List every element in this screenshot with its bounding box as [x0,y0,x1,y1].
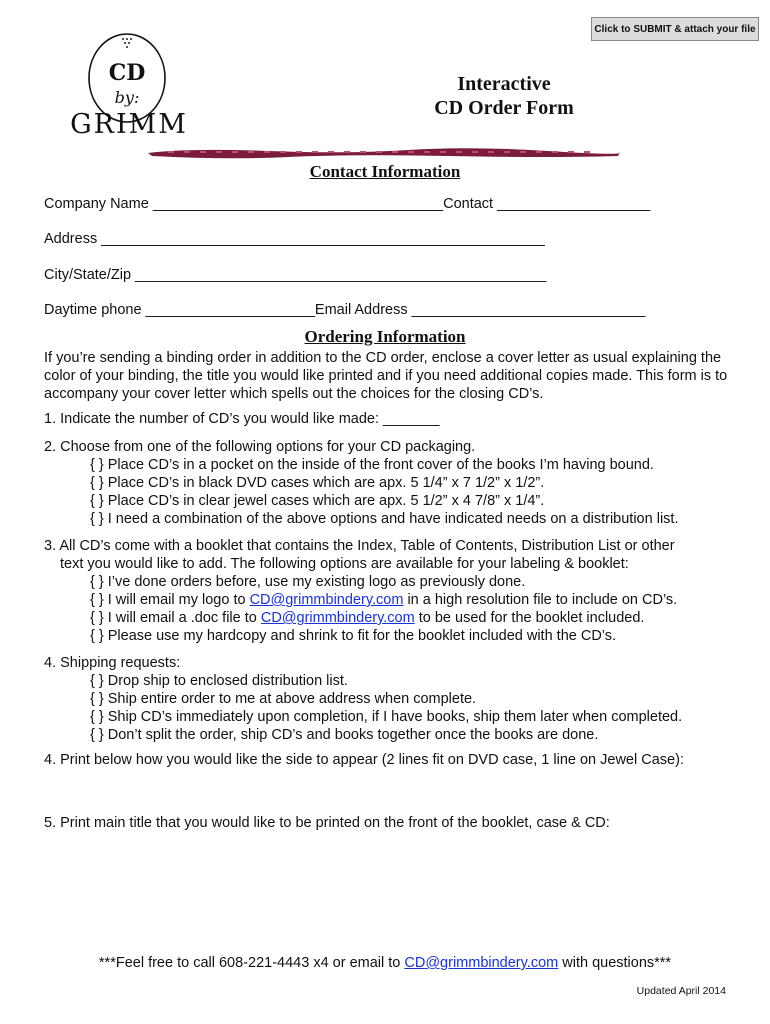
address-field[interactable]: Address _______________________________________________________ [44,231,545,247]
packaging-option[interactable]: { } Place CD’s in black DVD cases which are apx. 5 1/4” x 7 1/2” x 1/2”. [90,475,545,491]
shipping-option[interactable]: { } Ship CD’s immediately upon completion, if I have books, ship them later when completed. [90,709,683,725]
question-main-title[interactable]: 5. Print main title that you would like to be printed on the front of the booklet, case & CD: [44,815,610,831]
ordering-heading: Ordering Information [304,327,466,346]
question-3-line2: text you would like to add. The following options are available for your labeling & booklet: [60,556,629,572]
email-link[interactable]: CD@grimmbindery.com [249,592,404,608]
shipping-option[interactable]: { } Ship entire order to me at above address when complete. [90,691,477,707]
form-title-line2: CD Order Form [434,97,574,119]
email-link[interactable]: CD@grimmbindery.com [260,610,415,626]
question-3-line1: 3. All CD’s come with a booklet that contains the Index, Table of Contents, Distribution List or other [44,538,675,554]
footer-email-link[interactable]: CD@grimmbindery.com [404,955,559,971]
footer-text: ***Feel free to call 608-221-4443 x4 or email to [98,955,405,971]
booklet-option[interactable]: { } I’ve done orders before, use my existing logo as previously done. [90,574,526,590]
submit-attach-button[interactable]: Click to SUBMIT & attach your file [591,17,759,41]
company-contact-field[interactable]: Company Name ____________________________________Contact ___________________ [44,196,651,212]
ordering-intro: If you’re sending a binding order in addition to the CD order, enclose a cover letter as usual explaining the color of your binding, the title you would like printed and if you need additional copies made. This form is to accompany your cover letter which spells out the choices for the closing CD’s. [44,350,728,402]
footer-text: with questions*** [558,955,672,971]
decorative-brush-divider [148,146,620,160]
shipping-option[interactable]: { } Don’t split the order, ship CD’s and books together once the books are done. [90,727,599,743]
svg-text:by:: by: [114,88,140,107]
contact-heading: Contact Information [309,162,461,181]
booklet-option[interactable] [90,609,644,627]
booklet-option-text: to be used for the booklet included. [414,610,645,626]
svg-text:CD: CD [108,60,146,86]
question-1[interactable]: 1. Indicate the number of CD’s you would like made: _______ [44,411,440,427]
booklet-option[interactable] [90,591,677,609]
question-2: 2. Choose from one of the following options for your CD packaging. [44,439,476,455]
footer-contact [0,954,770,972]
question-side-print[interactable]: 4. Print below how you would like the side to appear (2 lines fit on DVD case, 1 line on Jewel Case): [44,752,684,768]
svg-text:GRIMM: GRIMM [70,109,188,140]
grimm-logo [46,28,212,146]
phone-email-field[interactable]: Daytime phone _____________________Email Address _____________________________ [44,302,646,318]
question-4: 4. Shipping requests: [44,655,181,671]
shipping-option[interactable]: { } Drop ship to enclosed distribution list. [90,673,348,689]
updated-date: Updated April 2014 [636,985,726,997]
booklet-option-text: in a high resolution file to include on CD’s. [403,592,678,608]
packaging-option[interactable]: { } Place CD’s in a pocket on the inside of the front cover of the books I’m having bound. [90,457,654,473]
booklet-option[interactable]: { } Please use my hardcopy and shrink to fit for the booklet included with the CD’s. [90,628,617,644]
packaging-option[interactable]: { } Place CD’s in clear jewel cases which are apx. 5 1/2” x 4 7/8” x 1/4”. [90,493,545,509]
packaging-option[interactable]: { } I need a combination of the above options and have indicated needs on a distribution list. [90,511,679,527]
form-title-line1: Interactive [457,73,551,95]
booklet-option-text: { } I will email my logo to [90,592,250,608]
booklet-option-text: { } I will email a .doc file to [90,610,261,626]
city-state-zip-field[interactable]: City/State/Zip ___________________________________________________ [44,267,547,283]
